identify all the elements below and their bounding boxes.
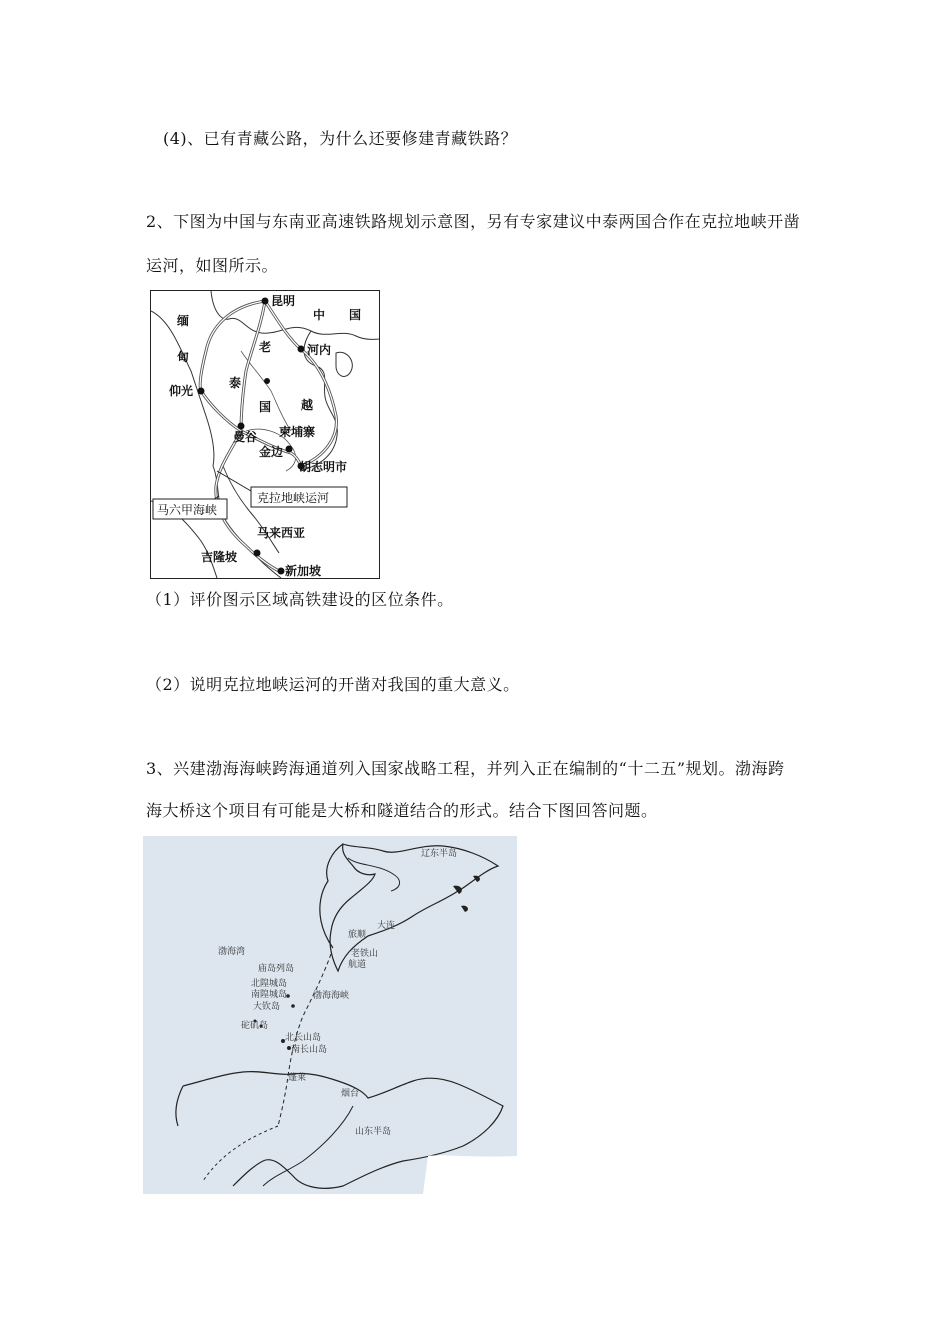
label-bohai-strait: 渤海海峡 bbox=[313, 991, 350, 1001]
label-tuoji: 砣矶岛 bbox=[241, 1021, 269, 1031]
label-thailand-2: 国 bbox=[259, 400, 272, 414]
question-3-stem-line-2: 海大桥这个项目有可能是大桥和隧道结合的形式。结合下图回答问题。 bbox=[146, 801, 658, 820]
label-laotieshan-2: 航道 bbox=[348, 960, 367, 970]
label-burma-2: 甸 bbox=[177, 350, 190, 364]
label-kunming: 昆明 bbox=[271, 294, 296, 308]
label-thailand-1: 泰 bbox=[229, 376, 242, 390]
label-malaysia: 马来西亚 bbox=[257, 526, 306, 540]
label-singapore: 新加坡 bbox=[285, 564, 322, 578]
label-lushun: 旅顺 bbox=[348, 930, 367, 940]
label-beichang: 北长山岛 bbox=[285, 1033, 322, 1043]
label-hanoi: 河内 bbox=[307, 343, 332, 357]
label-malacca: 马六甲海峡 bbox=[157, 503, 218, 517]
label-yantai: 烟台 bbox=[341, 1089, 360, 1099]
label-china-2: 国 bbox=[349, 308, 362, 322]
question-3-stem-line-1: 3、兴建渤海海峡跨海通道列入国家战略工程，并列入正在编制的“十二五”规划。渤海跨 bbox=[146, 759, 785, 778]
label-laos: 老 bbox=[259, 340, 272, 354]
question-2-sub-2: （2）说明克拉地峡运河的开凿对我国的重大意义。 bbox=[146, 675, 520, 694]
label-hcmc: 胡志明市 bbox=[299, 460, 348, 474]
label-shandong: 山东半岛 bbox=[355, 1127, 392, 1137]
label-miaodao: 庙岛列岛 bbox=[258, 964, 295, 974]
label-daqin: 大钦岛 bbox=[253, 1002, 281, 1012]
label-laotieshan-1: 老铁山 bbox=[351, 949, 379, 959]
southeast-asia-map-graphic bbox=[151, 291, 379, 578]
label-liaodong: 辽东半岛 bbox=[421, 849, 458, 859]
label-cambodia: 柬埔寨 bbox=[279, 425, 316, 439]
label-china-1: 中 bbox=[313, 308, 326, 322]
label-vietnam: 越 bbox=[301, 398, 314, 412]
label-yangon: 仰光 bbox=[169, 384, 194, 398]
label-bangkok: 曼谷 bbox=[233, 430, 258, 444]
label-bohai-bay: 渤海湾 bbox=[218, 947, 246, 957]
label-beihuang-2: 南隍城岛 bbox=[251, 990, 288, 1000]
question-1-part-4: (4)、已有青藏公路，为什么还要修建青藏铁路？ bbox=[163, 129, 518, 148]
southeast-asia-railway-map bbox=[150, 290, 380, 579]
label-beihuang-1: 北隍城岛 bbox=[251, 979, 288, 989]
label-burma-1: 缅 bbox=[177, 314, 190, 328]
bohai-strait-map bbox=[143, 836, 517, 1194]
label-penglai: 蓬莱 bbox=[288, 1073, 307, 1083]
label-phnom-penh: 金边 bbox=[259, 445, 284, 459]
label-kuala-lumpur: 吉隆坡 bbox=[201, 550, 238, 564]
label-dalian: 大连 bbox=[377, 921, 396, 931]
label-kra-canal: 克拉地峡运河 bbox=[257, 491, 330, 505]
label-nanchang: 南长山岛 bbox=[291, 1045, 328, 1055]
question-2-stem-line-2: 运河，如图所示。 bbox=[146, 256, 279, 275]
question-2-stem-line-1: 2、下图为中国与东南亚高速铁路规划示意图，另有专家建议中泰两国合作在克拉地峡开凿 bbox=[146, 212, 801, 231]
bohai-strait-map-graphic bbox=[143, 836, 517, 1194]
question-2-sub-1: （1）评价图示区域高铁建设的区位条件。 bbox=[146, 590, 454, 609]
